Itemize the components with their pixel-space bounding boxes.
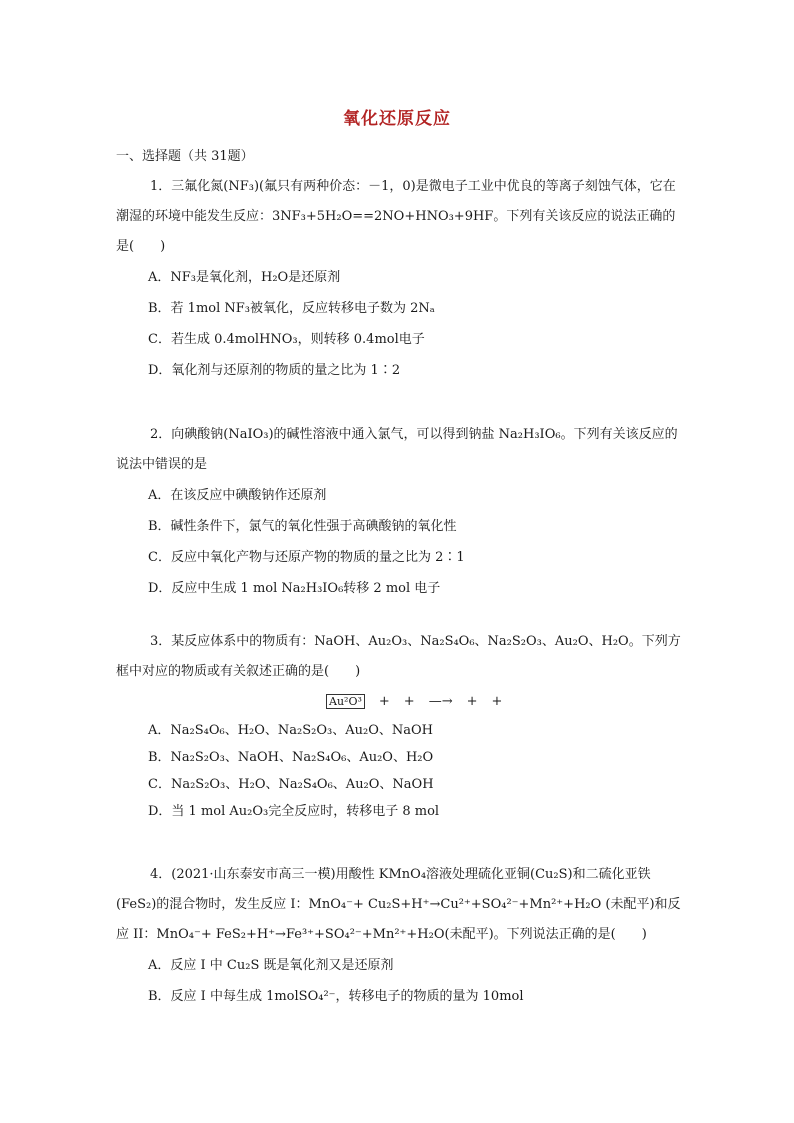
option-a: A．在该反应中碘酸钠作还原剂 — [148, 488, 327, 503]
question-stem: 3．某反应体系中的物质有：NaOH、Au₂O₃、Na₂S₄O₆、Na₂S₂O₃、Au₂O、H₂O。下列方框中对应的物质或有关叙述正确的是( ) — [116, 634, 681, 679]
page-title: 氧化还原反应 — [343, 109, 451, 129]
question-2 — [116, 420, 686, 604]
option-a: A．反应 I 中 Cu₂S 既是氧化剂又是还原剂 — [148, 958, 394, 973]
option-a: A．Na₂S₄O₆、H₂O、Na₂S₂O₃、Au₂O、NaOH — [148, 723, 433, 738]
option-b: B．反应 I 中每生成 1molSO₄²⁻，转移电子的物质的量为 10mol — [148, 989, 524, 1004]
question-1 — [116, 172, 686, 386]
question-4 — [116, 860, 686, 1012]
question-stem: 4．(2021·山东泰安市高三一模)用酸性 KMnO₄溶液处理硫化亚铜(Cu₂S)和二硫化亚铁(FeS₂)的混合物时，发生反应 I：MnO₄⁻+ Cu₂S+H⁺→Cu²⁺+SO₄²⁻+Mn²⁺+H₂O (未配平)和反应 II：MnO₄⁻+ FeS₂+H⁺→Fe³⁺+SO₄²⁻+Mn²⁺+H₂O(未配平)。下列说法正确的是( ) — [116, 867, 681, 942]
formula-box: Au²O³ — [326, 694, 365, 709]
formula-token: —→ — [428, 694, 453, 709]
reaction-formula — [116, 687, 686, 717]
option-d: D．反应中生成 1 mol Na₂H₃IO₆转移 2 mol 电子 — [148, 581, 441, 596]
option-c: C．Na₂S₂O₃、H₂O、Na₂S₄O₆、Au₂O、NaOH — [148, 777, 434, 792]
formula-token: + — [378, 694, 390, 709]
option-c: C．若生成 0.4molHNO₃，则转移 0.4mol电子 — [148, 332, 425, 347]
option-c: C．反应中氧化产物与还原产物的物质的量之比为 2∶1 — [148, 550, 465, 565]
formula-token: + — [466, 694, 478, 709]
formula-token: + — [403, 694, 415, 709]
question-3 — [116, 627, 686, 825]
option-a: A．NF₃是氧化剂，H₂O是还原剂 — [148, 270, 341, 285]
option-b: B．Na₂S₂O₃、NaOH、Na₂S₄O₆、Au₂O、H₂O — [148, 750, 434, 765]
section-heading: 一、选择题（共 31题） — [116, 149, 254, 164]
option-b: B．若 1mol NF₃被氧化，反应转移电子数为 2Nₐ — [148, 301, 435, 316]
option-d: D．当 1 mol Au₂O₃完全反应时，转移电子 8 mol — [148, 804, 440, 819]
option-b: B．碱性条件下，氯气的氧化性强于高碘酸钠的氧化性 — [148, 519, 457, 534]
question-stem: 1．三氟化氮(NF₃)(氟只有两种价态：－1，0)是微电子工业中优良的等离子刻蚀气体，它在潮湿的环境中能发生反应：3NF₃+5H₂O==2NO+HNO₃+9HF。下列有关该反应的说法正确的是( ) — [116, 179, 676, 254]
formula-token: + — [491, 694, 503, 709]
option-d: D．氧化剂与还原剂的物质的量之比为 1∶2 — [148, 363, 401, 378]
question-stem: 2．向碘酸钠(NaIO₃)的碱性溶液中通入氯气，可以得到钠盐 Na₂H₃IO₆。下列有关该反应的说法中错误的是 — [116, 427, 678, 472]
